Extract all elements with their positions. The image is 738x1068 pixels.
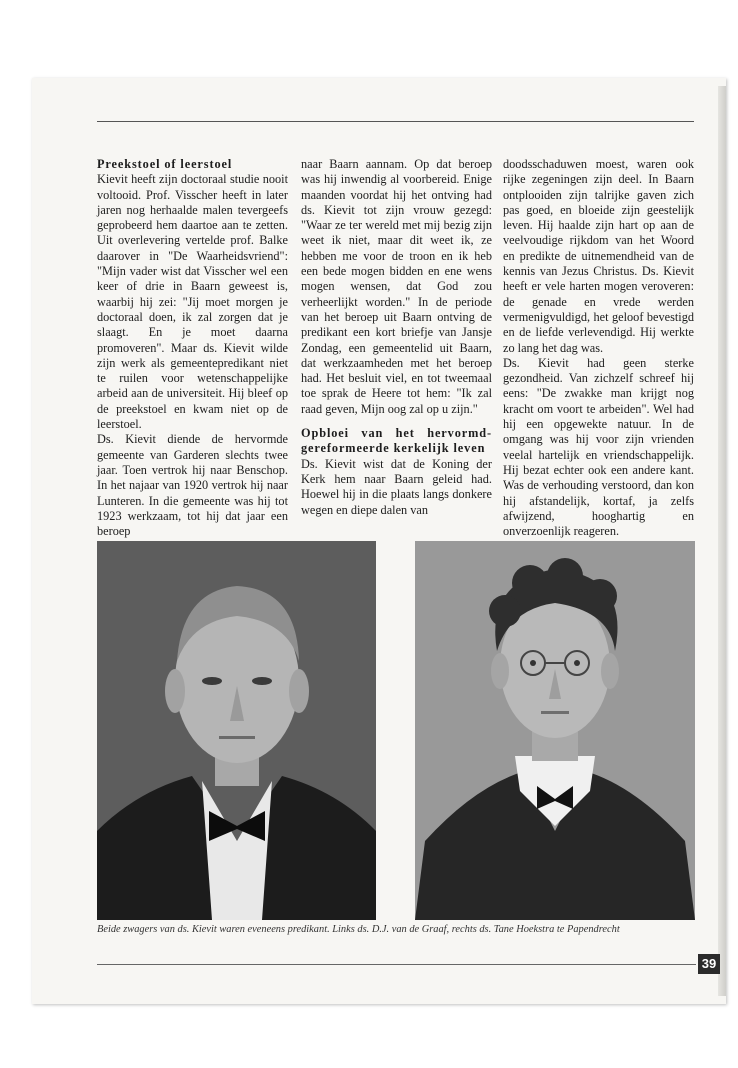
paragraph: doodsschaduwen moest, waren ook rijke zegeningen zijn deel. In Baarn ontplooiden zijn talrijke gaven zich pas goed, en bloeide zijn geestelijk leven. Hij haalde zijn hart op aan de veelvoudige rijkdom van het Woord en predikte de uitnemendheid van de kennis van Jezus Christus. Ds. Kievit heeft er vele harten mogen veroveren: de genade en vrede werden vermenigvuldigd, het geloof bevestigd en de liefde verlevendigd. Hij werkte zo lang het dag was. — [503, 157, 694, 355]
page-number: 39 — [698, 954, 720, 974]
text-column-1 — [97, 157, 288, 539]
text-column-2 — [301, 157, 492, 518]
photo-caption: Beide zwagers van ds. Kievit waren eveneens predikant. Links ds. D.J. van de Graaf, rechts ds. Tane Hoekstra te Papendrecht — [97, 924, 620, 935]
portrait-photo-right — [415, 541, 695, 920]
section-heading: Preekstoel of leerstoel — [97, 157, 233, 171]
paragraph: Ds. Kievit diende de hervormde gemeente van Garderen slechts twee jaar. Toen vertrok hij naar Benschop. In het najaar van 1920 vertrok hij naar Lunteren. In die gemeente was hij tot 1923 werkzaam, tot hij dat jaar een beroep — [97, 432, 288, 539]
paragraph: Ds. Kievit wist dat de Koning der Kerk hem naar Baarn geleid had. Hoewel hij in die plaats langs donkere wegen en diepe dalen van — [301, 456, 492, 517]
paragraph: Kievit heeft zijn doctoraal studie nooit voltooid. Prof. Visscher heeft in later jaren nog herhaalde malen tevergeefs geprobeerd hem daartoe aan te zetten. Uit overlevering vertelde prof. Balke daarover in "De Waarheidsvriend": "Mijn vader wist dat Visscher wel een keer of drie in Baarn geweest is, waarbij hij zei: "Jij moet morgen je doctoraal doen, ik zal zorgen dat je slaagt. En je moet daarna promoveren". Maar ds. Kievit wilde zijn werk als gemeentepredikant niet te ruilen voor wetenschappelijke arbeid aan de universiteit. Hij bleef op de preekstoel en kwam niet op de leerstoel. — [97, 172, 288, 432]
page-edge — [718, 86, 726, 996]
portrait-illustration-right — [415, 541, 695, 920]
portrait-photo-left — [97, 541, 376, 920]
top-rule — [97, 121, 694, 122]
portrait-illustration-left — [97, 541, 376, 920]
text-column-3 — [503, 157, 694, 539]
section-heading: Opbloei van het hervormd-gereformeerde kerkelijk leven — [301, 426, 492, 456]
paragraph: Ds. Kievit had geen sterke gezondheid. Van zichzelf schreef hij eens: "De zwakke man krijgt nog kracht om voort te arbeiden". Wel had hij een opgewekte natuur. In de omgang was hij voor zijn vrienden veelal hartelijk en vriendschappelijk. Hij bezat echter ook een andere kant. Was de verhouding verstoord, dan kon hij afstandelijk, kortaf, ja zelfs afwijzend, hooghartig en onverzoenlijk reageren. — [503, 355, 694, 539]
bottom-rule — [97, 964, 696, 965]
paragraph: naar Baarn aannam. Op dat beroep was hij inwendig al voorbereid. Enige maanden voordat hij het ontving had ds. Kievit tot zijn vrouw gezegd: "Waar ze ter wereld met mij bezig zijn weet ik niet, maar dit weet ik, ze hebben me voor de troon en ik heb een bede mogen bidden en ene wens mogen wensen, dat God zou verheerlijkt worden." In de periode van het beroep uit Baarn ontving de predikant een kort briefje van Jansje Zondag, een gemeentelid uit Baarn, dat werkzaamheden met het beroep had. Het besluit viel, en tot tweemaal toe sprak de Heere tot hem: "Ik zal raad geven, Mijn oog zal op u zijn." — [301, 157, 492, 416]
